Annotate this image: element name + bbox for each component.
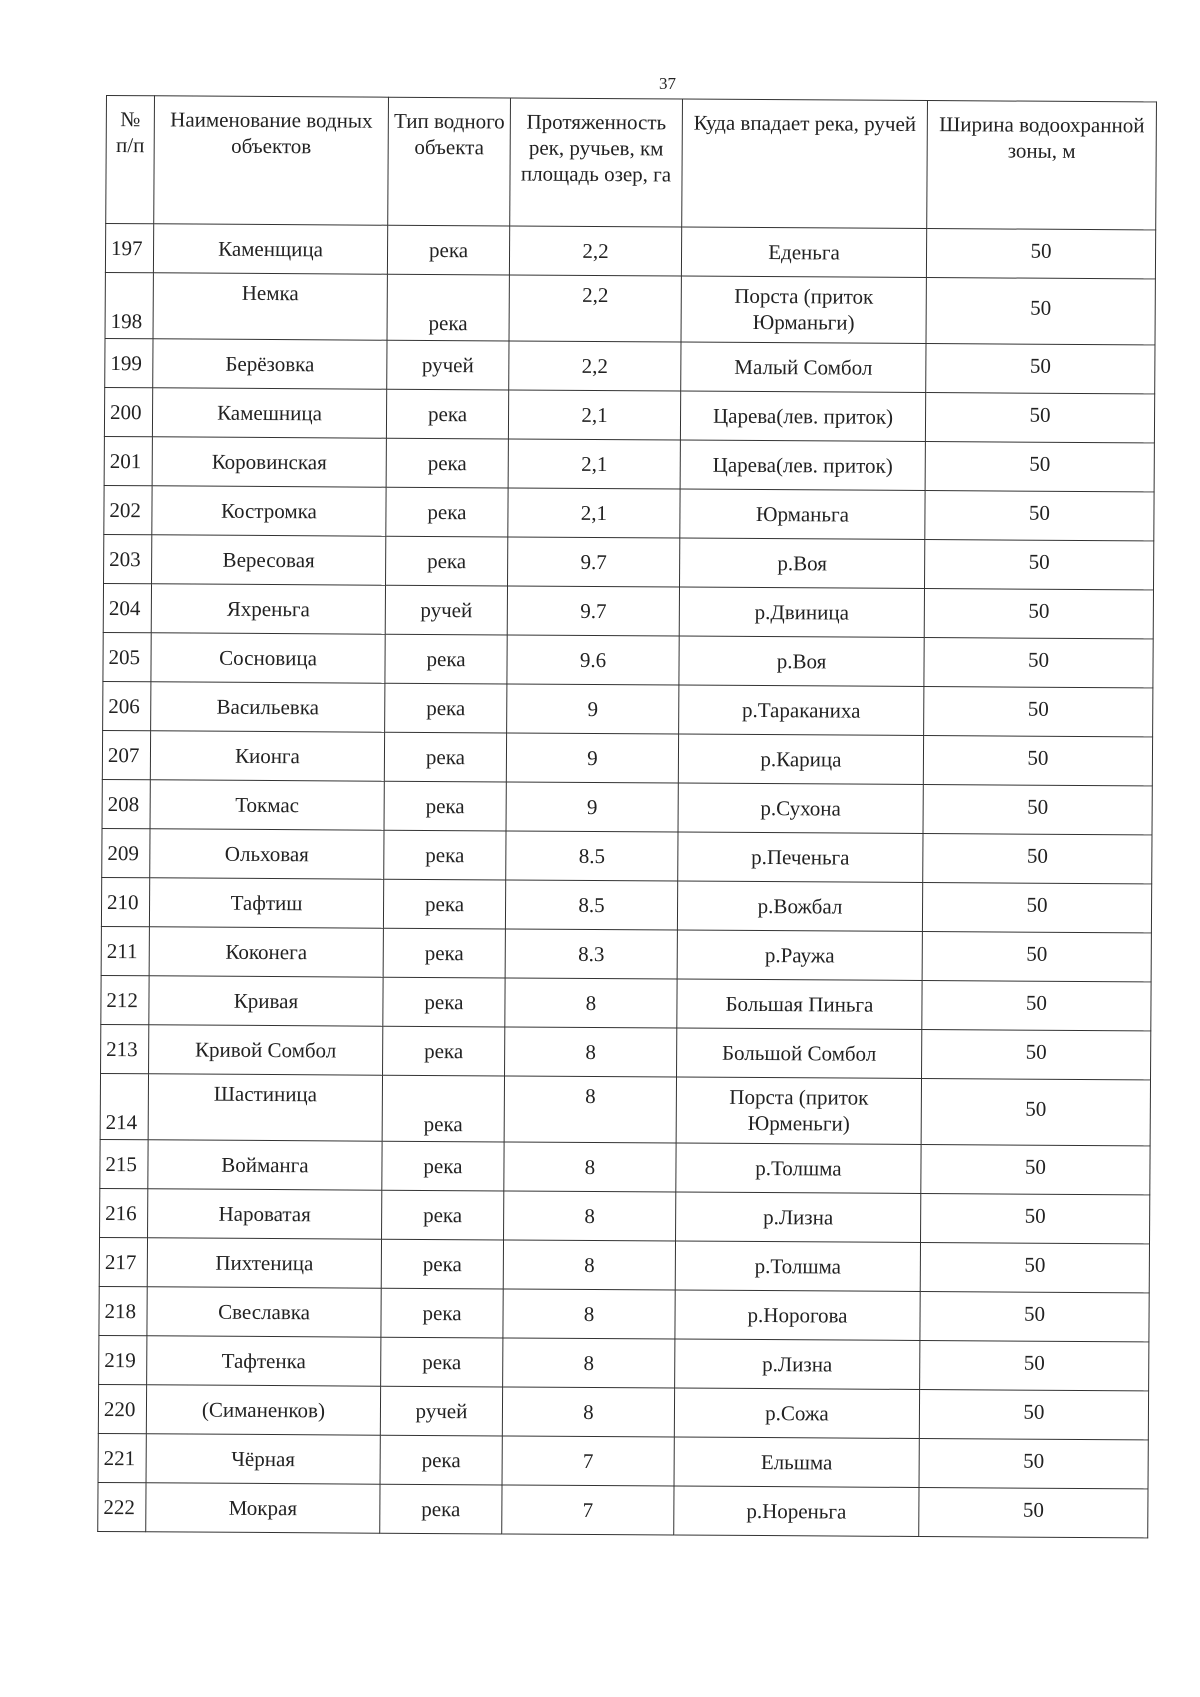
outflow-destination-cell: р.Сухона bbox=[678, 783, 923, 833]
outflow-destination-cell: р.Толшма bbox=[676, 1143, 921, 1193]
outflow-destination-cell: р.Карица bbox=[678, 734, 923, 784]
water-body-length-cell: 8 bbox=[504, 1191, 676, 1241]
water-body-name-cell: Ольховая bbox=[150, 829, 384, 879]
water-body-name-cell: Пихтеница bbox=[147, 1238, 381, 1288]
water-body-name-cell: Токмас bbox=[150, 780, 384, 830]
protection-zone-width-cell: 50 bbox=[923, 736, 1152, 786]
outflow-destination-cell: р.Норогова bbox=[675, 1290, 920, 1340]
protection-zone-width-cell: 50 bbox=[924, 589, 1153, 639]
water-body-length-cell: 9 bbox=[507, 684, 679, 734]
table-row bbox=[105, 224, 1155, 279]
table-row bbox=[101, 975, 1151, 1030]
table-row bbox=[102, 730, 1152, 785]
header-mouth: Куда впадает река, ручей bbox=[682, 99, 928, 228]
water-body-length-cell: 9 bbox=[506, 782, 678, 832]
water-body-length-cell: 9.7 bbox=[508, 537, 680, 587]
water-body-type-cell: река bbox=[380, 1484, 502, 1534]
protection-zone-width-cell: 50 bbox=[925, 491, 1154, 541]
water-body-type-cell: река bbox=[383, 928, 505, 978]
water-body-type-cell: река bbox=[383, 1026, 505, 1076]
water-body-length-cell: 9 bbox=[506, 733, 678, 783]
row-number-cell: 219 bbox=[99, 1335, 147, 1384]
water-body-type-cell: река bbox=[385, 683, 507, 733]
table-row bbox=[100, 1188, 1150, 1243]
outflow-destination-cell: р.Воя bbox=[680, 538, 925, 588]
protection-zone-width-cell: 50 bbox=[920, 1340, 1149, 1390]
header-num: № п/п bbox=[106, 96, 155, 224]
table-row bbox=[101, 1024, 1151, 1079]
table-row bbox=[103, 681, 1153, 736]
table-row bbox=[103, 632, 1153, 687]
water-body-length-cell: 8 bbox=[503, 1338, 675, 1388]
water-body-name-cell: Берёзовка bbox=[153, 339, 387, 389]
outflow-destination-cell: Юрманьга bbox=[680, 489, 925, 539]
water-body-name-cell: Войманга bbox=[148, 1140, 382, 1190]
water-body-type-cell: река bbox=[386, 389, 508, 439]
row-number-cell: 199 bbox=[105, 338, 153, 387]
water-body-name-cell: Тафтенка bbox=[147, 1336, 381, 1386]
water-body-type-cell: река bbox=[386, 438, 508, 488]
table-row bbox=[100, 1073, 1150, 1145]
table-row bbox=[99, 1335, 1149, 1390]
outflow-destination-cell: Большой Сомбол bbox=[677, 1028, 922, 1078]
protection-zone-width-cell: 50 bbox=[924, 687, 1153, 737]
table-row bbox=[104, 534, 1154, 589]
protection-zone-width-cell: 50 bbox=[922, 883, 1151, 933]
water-body-name-cell: Коровинская bbox=[152, 437, 386, 487]
row-number-cell: 200 bbox=[104, 387, 152, 436]
protection-zone-width-cell: 50 bbox=[922, 932, 1151, 982]
row-number-cell: 221 bbox=[98, 1433, 146, 1482]
row-number-cell: 214 bbox=[100, 1073, 148, 1139]
water-body-name-cell: Кионга bbox=[150, 731, 384, 781]
water-body-length-cell: 8 bbox=[502, 1387, 674, 1437]
water-body-type-cell: река bbox=[383, 879, 505, 929]
water-body-length-cell: 7 bbox=[502, 1436, 674, 1486]
water-body-name-cell: Сосновица bbox=[151, 633, 385, 683]
water-body-name-cell: Шастиница bbox=[148, 1074, 382, 1141]
water-body-length-cell: 8 bbox=[503, 1289, 675, 1339]
water-body-length-cell: 2,1 bbox=[508, 390, 680, 440]
water-body-name-cell: Свеславка bbox=[147, 1287, 381, 1337]
table-row bbox=[101, 877, 1151, 932]
table-row bbox=[99, 1286, 1149, 1341]
water-bodies-table bbox=[97, 95, 1157, 1538]
row-number-cell: 220 bbox=[98, 1384, 146, 1433]
row-number-cell: 209 bbox=[102, 828, 150, 877]
protection-zone-width-cell: 50 bbox=[925, 442, 1154, 492]
water-body-type-cell: река bbox=[381, 1239, 503, 1289]
water-body-type-cell: река bbox=[380, 1435, 502, 1485]
table-row bbox=[98, 1433, 1148, 1488]
row-number-cell: 201 bbox=[104, 436, 152, 485]
outflow-destination-cell: р.Сожа bbox=[674, 1388, 919, 1438]
water-body-name-cell: Васильевка bbox=[151, 682, 385, 732]
protection-zone-width-cell: 50 bbox=[926, 229, 1155, 279]
water-body-length-cell: 9.6 bbox=[507, 635, 679, 685]
protection-zone-width-cell: 50 bbox=[919, 1389, 1148, 1439]
water-body-name-cell: Тафтиш bbox=[149, 878, 383, 928]
table-body bbox=[98, 224, 1156, 1538]
header-length: Протяженность рек, ручьев, км площадь озер, га bbox=[510, 98, 683, 227]
row-number-cell: 212 bbox=[101, 975, 149, 1024]
water-body-type-cell: ручей bbox=[380, 1386, 502, 1436]
table-row bbox=[103, 583, 1153, 638]
outflow-destination-cell: Порста (приток Юрменьги) bbox=[676, 1077, 921, 1144]
protection-zone-width-cell: 50 bbox=[925, 540, 1154, 590]
water-body-name-cell: Камешница bbox=[152, 388, 386, 438]
water-body-length-cell: 2,2 bbox=[509, 226, 681, 276]
outflow-destination-cell: р.Двиница bbox=[679, 587, 924, 637]
water-body-length-cell: 2,2 bbox=[509, 341, 681, 391]
header-zone: Ширина водоохранной зоны, м bbox=[927, 101, 1157, 230]
water-body-name-cell: Мокрая bbox=[146, 1483, 380, 1533]
water-body-type-cell: река bbox=[384, 830, 506, 880]
table-header-row bbox=[106, 96, 1157, 230]
water-body-name-cell: Коконега bbox=[149, 927, 383, 977]
row-number-cell: 205 bbox=[103, 632, 151, 681]
water-body-name-cell: Яхреньга bbox=[151, 584, 385, 634]
header-type: Тип водного объекта bbox=[388, 97, 511, 226]
protection-zone-width-cell: 50 bbox=[921, 1079, 1150, 1146]
row-number-cell: 217 bbox=[99, 1237, 147, 1286]
water-body-type-cell: река bbox=[381, 1337, 503, 1387]
row-number-cell: 204 bbox=[103, 583, 151, 632]
protection-zone-width-cell: 50 bbox=[920, 1242, 1149, 1292]
protection-zone-width-cell: 50 bbox=[922, 981, 1151, 1031]
row-number-cell: 222 bbox=[98, 1482, 146, 1531]
row-number-cell: 216 bbox=[100, 1188, 148, 1237]
row-number-cell: 210 bbox=[101, 877, 149, 926]
water-body-name-cell: (Симаненков) bbox=[146, 1385, 380, 1435]
water-body-length-cell: 8 bbox=[503, 1240, 675, 1290]
water-body-name-cell: Нароватая bbox=[148, 1189, 382, 1239]
row-number-cell: 208 bbox=[102, 779, 150, 828]
water-body-type-cell: река bbox=[384, 732, 506, 782]
water-body-name-cell: Костромка bbox=[152, 486, 386, 536]
table-row bbox=[98, 1384, 1148, 1439]
water-body-length-cell: 2,1 bbox=[508, 439, 680, 489]
table-row bbox=[105, 272, 1155, 344]
outflow-destination-cell: р.Тараканиха bbox=[679, 685, 924, 735]
row-number-cell: 202 bbox=[104, 485, 152, 534]
protection-zone-width-cell: 50 bbox=[922, 1030, 1151, 1080]
protection-zone-width-cell: 50 bbox=[919, 1438, 1148, 1488]
water-body-type-cell: река bbox=[382, 1075, 504, 1142]
outflow-destination-cell: Малый Сомбол bbox=[681, 342, 926, 392]
row-number-cell: 213 bbox=[101, 1024, 149, 1073]
water-body-type-cell: река bbox=[386, 487, 508, 537]
water-body-type-cell: река bbox=[381, 1288, 503, 1338]
protection-zone-width-cell: 50 bbox=[920, 1291, 1149, 1341]
protection-zone-width-cell: 50 bbox=[923, 785, 1152, 835]
water-body-length-cell: 2,2 bbox=[509, 275, 681, 342]
outflow-destination-cell: Царева(лев. приток) bbox=[680, 440, 925, 490]
outflow-destination-cell: р.Вожбал bbox=[677, 881, 922, 931]
protection-zone-width-cell: 50 bbox=[921, 1144, 1150, 1194]
water-body-name-cell: Каменщица bbox=[153, 224, 387, 274]
row-number-cell: 206 bbox=[103, 681, 151, 730]
water-body-length-cell: 8.5 bbox=[506, 831, 678, 881]
water-body-name-cell: Кривой Сомбол bbox=[149, 1025, 383, 1075]
outflow-destination-cell: р.Воя bbox=[679, 636, 924, 686]
outflow-destination-cell: р.Нореньга bbox=[674, 1486, 919, 1536]
water-body-type-cell: река bbox=[382, 1141, 504, 1191]
table-row bbox=[100, 1139, 1150, 1194]
water-body-length-cell: 2,1 bbox=[508, 488, 680, 538]
outflow-destination-cell: р.Лизна bbox=[676, 1192, 921, 1242]
water-body-type-cell: река bbox=[382, 1190, 504, 1240]
table-row bbox=[104, 485, 1154, 540]
water-body-name-cell: Вересовая bbox=[152, 535, 386, 585]
row-number-cell: 197 bbox=[105, 224, 153, 273]
protection-zone-width-cell: 50 bbox=[926, 344, 1155, 394]
protection-zone-width-cell: 50 bbox=[924, 638, 1153, 688]
protection-zone-width-cell: 50 bbox=[921, 1193, 1150, 1243]
outflow-destination-cell: Еденьга bbox=[681, 227, 926, 277]
water-body-name-cell: Чёрная bbox=[146, 1434, 380, 1484]
water-body-length-cell: 7 bbox=[502, 1485, 674, 1535]
page-number: 37 bbox=[659, 74, 676, 93]
water-body-length-cell: 8.5 bbox=[505, 880, 677, 930]
outflow-destination-cell: Порста (приток Юрманьги) bbox=[681, 276, 926, 343]
outflow-destination-cell: Ельшма bbox=[674, 1437, 919, 1487]
protection-zone-width-cell: 50 bbox=[926, 278, 1155, 345]
water-body-length-cell: 8 bbox=[505, 978, 677, 1028]
protection-zone-width-cell: 50 bbox=[925, 393, 1154, 443]
protection-zone-width-cell: 50 bbox=[919, 1487, 1148, 1537]
water-body-length-cell: 8 bbox=[504, 1142, 676, 1192]
water-body-type-cell: ручей bbox=[387, 340, 509, 390]
water-body-type-cell: река bbox=[384, 781, 506, 831]
table-row bbox=[104, 436, 1154, 491]
water-body-type-cell: река bbox=[387, 225, 509, 275]
outflow-destination-cell: р.Лизна bbox=[675, 1339, 920, 1389]
row-number-cell: 211 bbox=[101, 926, 149, 975]
table-row bbox=[104, 387, 1154, 442]
outflow-destination-cell: Царева(лев. приток) bbox=[680, 391, 925, 441]
protection-zone-width-cell: 50 bbox=[923, 834, 1152, 884]
outflow-destination-cell: Большая Пиньга bbox=[677, 979, 922, 1029]
row-number-cell: 198 bbox=[105, 272, 153, 338]
row-number-cell: 218 bbox=[99, 1286, 147, 1335]
outflow-destination-cell: р.Раужа bbox=[677, 930, 922, 980]
water-body-type-cell: река bbox=[387, 274, 509, 341]
water-body-length-cell: 9.7 bbox=[507, 586, 679, 636]
water-body-type-cell: ручей bbox=[385, 585, 507, 635]
outflow-destination-cell: р.Толшма bbox=[675, 1241, 920, 1291]
table-row bbox=[102, 828, 1152, 883]
water-body-name-cell: Немка bbox=[153, 273, 387, 340]
row-number-cell: 215 bbox=[100, 1139, 148, 1188]
water-body-type-cell: река bbox=[386, 536, 508, 586]
table-row bbox=[105, 338, 1155, 393]
table-row bbox=[98, 1482, 1148, 1537]
outflow-destination-cell: р.Печеньга bbox=[678, 832, 923, 882]
water-body-length-cell: 8.3 bbox=[505, 929, 677, 979]
header-name: Наименование водных объектов bbox=[154, 96, 389, 225]
table-row bbox=[99, 1237, 1149, 1292]
row-number-cell: 203 bbox=[104, 534, 152, 583]
water-body-length-cell: 8 bbox=[504, 1076, 676, 1143]
water-body-length-cell: 8 bbox=[505, 1027, 677, 1077]
table-row bbox=[102, 779, 1152, 834]
water-body-type-cell: река bbox=[383, 977, 505, 1027]
water-body-name-cell: Кривая bbox=[149, 976, 383, 1026]
water-body-type-cell: река bbox=[385, 634, 507, 684]
table-row bbox=[101, 926, 1151, 981]
row-number-cell: 207 bbox=[102, 730, 150, 779]
